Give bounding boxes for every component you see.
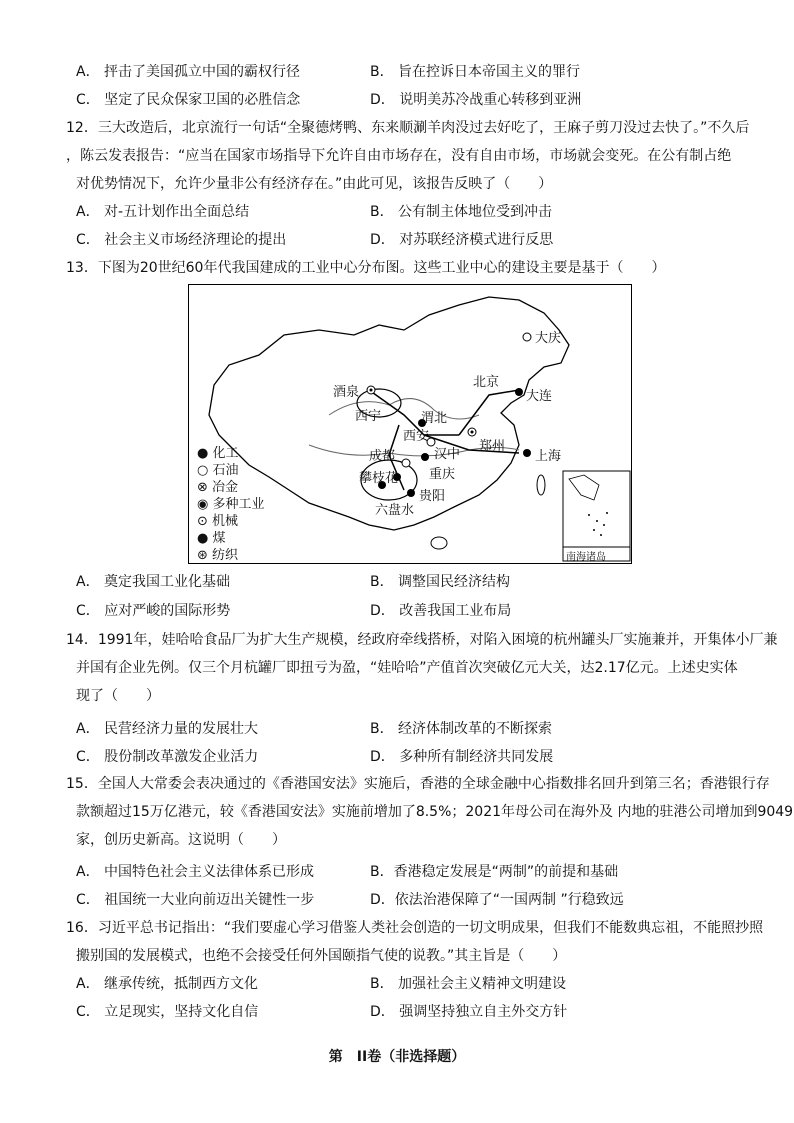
map-city-label: 酒泉 (333, 385, 360, 400)
q13-stem: 13．下图为20世纪60年代我国建成的工业中心分布图。这些工业中心的建设主要是基于（ ） (66, 260, 666, 276)
map-city-label: 西宁 (355, 409, 382, 424)
q13-option-a[interactable]: A． 奠定我国工业化基础 (76, 574, 231, 590)
legend-item: ⊛ 纺织 (197, 548, 239, 563)
map-city-label: 渭北 (421, 411, 448, 426)
filled-circle-icon: ● (197, 446, 209, 461)
q14-option-b[interactable]: B． 经济体制改革的不断探索 (370, 721, 553, 737)
legend-item: ⊗ 冶金 (197, 480, 239, 495)
map-city-label: 攀枝花 (359, 471, 399, 486)
legend-item: ◉ 多种工业 (197, 497, 265, 512)
patterned-circle-icon: ⊛ (197, 548, 208, 563)
q11-option-a[interactable]: A． 抨击了美国孤立中国的霸权行径 (76, 64, 301, 80)
q16-stem-line1: 16．习近平总书记指出：“我们要虚心学习借鉴人类社会创造的一切文明成果，但我们不能数典忘祖，不能照抄照 (66, 920, 764, 936)
ringed-dot-icon: ◉ (197, 497, 209, 512)
q15-stem-line3: 家，创历史新高。这说明（ ） (76, 832, 286, 848)
q13-option-c[interactable]: C． 应对严峻的国际形势 (76, 603, 231, 619)
q12-option-d[interactable]: D． 对苏联经济模式进行反思 (370, 232, 554, 248)
q12-stem-line1: 12．三大改造后，北京流行一句话“全聚德烤鸭、东来顺涮羊肉没过去好吃了，王麻子剪刀没过去快了。”不久后 (66, 120, 750, 136)
q12-stem-line2: ，陈云发表报告：“应当在国家市场指导下允许自由市场存在，没有自由市场，市场就会变死。在公有制占绝 (66, 148, 732, 164)
q14-option-c[interactable]: C． 股份制改革激发企业活力 (76, 749, 259, 765)
map-city-label: 上海 (535, 449, 562, 464)
hollow-circle-icon: ○ (197, 463, 209, 478)
q16-option-a[interactable]: A． 继承传统，抵制西方文化 (76, 976, 259, 992)
q15-option-c[interactable]: C． 祖国统一大业向前迈出关键性一步 (76, 892, 315, 908)
q13-option-d[interactable]: D． 改善我国工业布局 (370, 603, 512, 619)
q12-option-a[interactable]: A． 对-五计划作出全面总结 (76, 204, 250, 220)
q15-option-b[interactable]: B．香港稳定发展是“两制”的前提和基础 (370, 864, 619, 880)
map-city-label: 汉中 (434, 447, 461, 462)
crossed-circle-icon: ⊗ (197, 480, 208, 495)
dotted-circle-icon: ⊙ (197, 514, 208, 529)
map-legend (197, 445, 265, 564)
q15-option-d[interactable]: D．依法治港保障了“一国两制 ”行稳致远 (370, 892, 624, 908)
q14-option-d[interactable]: D． 多种所有制经济共同发展 (370, 749, 554, 765)
section-title: 第 II卷（非选择题） (328, 1049, 466, 1065)
map-city-label: 六盘水 (375, 503, 415, 518)
q15-option-a[interactable]: A． 中国特色社会主义法律体系已形成 (76, 864, 315, 880)
map-city-label: 大庆 (535, 331, 562, 346)
map-city-label: 重庆 (429, 467, 456, 482)
legend-item: ● 化工 (197, 446, 239, 461)
legend-item: ● 煤 (197, 531, 226, 546)
q11-option-b[interactable]: B． 旨在控诉日本帝国主义的罪行 (370, 64, 581, 80)
q15-stem-line2: 款额超过15万亿港元，较《香港国安法》实施前增加了8.5%；2021年母公司在海外及 内地的驻港公司增加到9049 (76, 804, 794, 820)
inset-label: 南海诸岛 (566, 552, 606, 563)
q11-option-c[interactable]: C． 坚定了民众保家卫国的必胜信念 (76, 92, 301, 108)
legend-item: ○ 石油 (197, 463, 239, 478)
q12-stem-line3: 对优势情况下，允许少量非公有经济存在。”由此可见，该报告反映了（ ） (76, 176, 553, 192)
filled-circle-icon: ● (197, 531, 209, 546)
industrial-centers-map (188, 284, 632, 564)
map-city-label: 西安 (403, 429, 430, 444)
q11-option-d[interactable]: D． 说明美苏冷战重心转移到亚洲 (370, 92, 582, 108)
q13-option-b[interactable]: B． 调整国民经济结构 (370, 574, 511, 590)
map-city-label: 北京 (473, 375, 500, 390)
q12-option-c[interactable]: C． 社会主义市场经济理论的提出 (76, 232, 287, 248)
q14-stem-line2: 并国有企业先例。仅三个月杭罐厂即扭亏为盈，“娃哈哈”产值首次突破亿元大关，达2.17亿元。上述史实体 (76, 660, 738, 676)
q16-option-b[interactable]: B． 加强社会主义精神文明建设 (370, 976, 567, 992)
q12-option-b[interactable]: B． 公有制主体地位受到冲击 (370, 204, 553, 220)
q14-stem-line1: 14．1991年，娃哈哈食品厂为扩大生产规模，经政府牵线搭桥，对陷入困境的杭州罐头厂实施兼并，开集体小厂兼 (66, 632, 778, 648)
q16-stem-line2: 搬别国的发展模式，也绝不会接受任何外国颐指气使的说教。”其主旨是（ ） (76, 948, 567, 964)
q16-option-d[interactable]: D． 强调坚持独立自主外交方针 (370, 1004, 568, 1020)
legend-item: ⊙ 机械 (197, 514, 239, 529)
q16-option-c[interactable]: C． 立足现实，坚持文化自信 (76, 1004, 259, 1020)
map-city-label: 贵阳 (419, 489, 446, 504)
map-city-label: 大连 (526, 389, 553, 404)
q14-stem-line3: 现了（ ） (76, 688, 160, 704)
q14-option-a[interactable]: A． 民营经济力量的发展壮大 (76, 721, 259, 737)
q15-stem-line1: 15．全国人大常委会表决通过的《香港国安法》实施后，香港的全球金融中心指数排名回升到第三名；香港银行存 (66, 776, 770, 792)
map-city-label: 郑州 (479, 439, 506, 454)
map-city-label: 成都 (369, 449, 396, 464)
